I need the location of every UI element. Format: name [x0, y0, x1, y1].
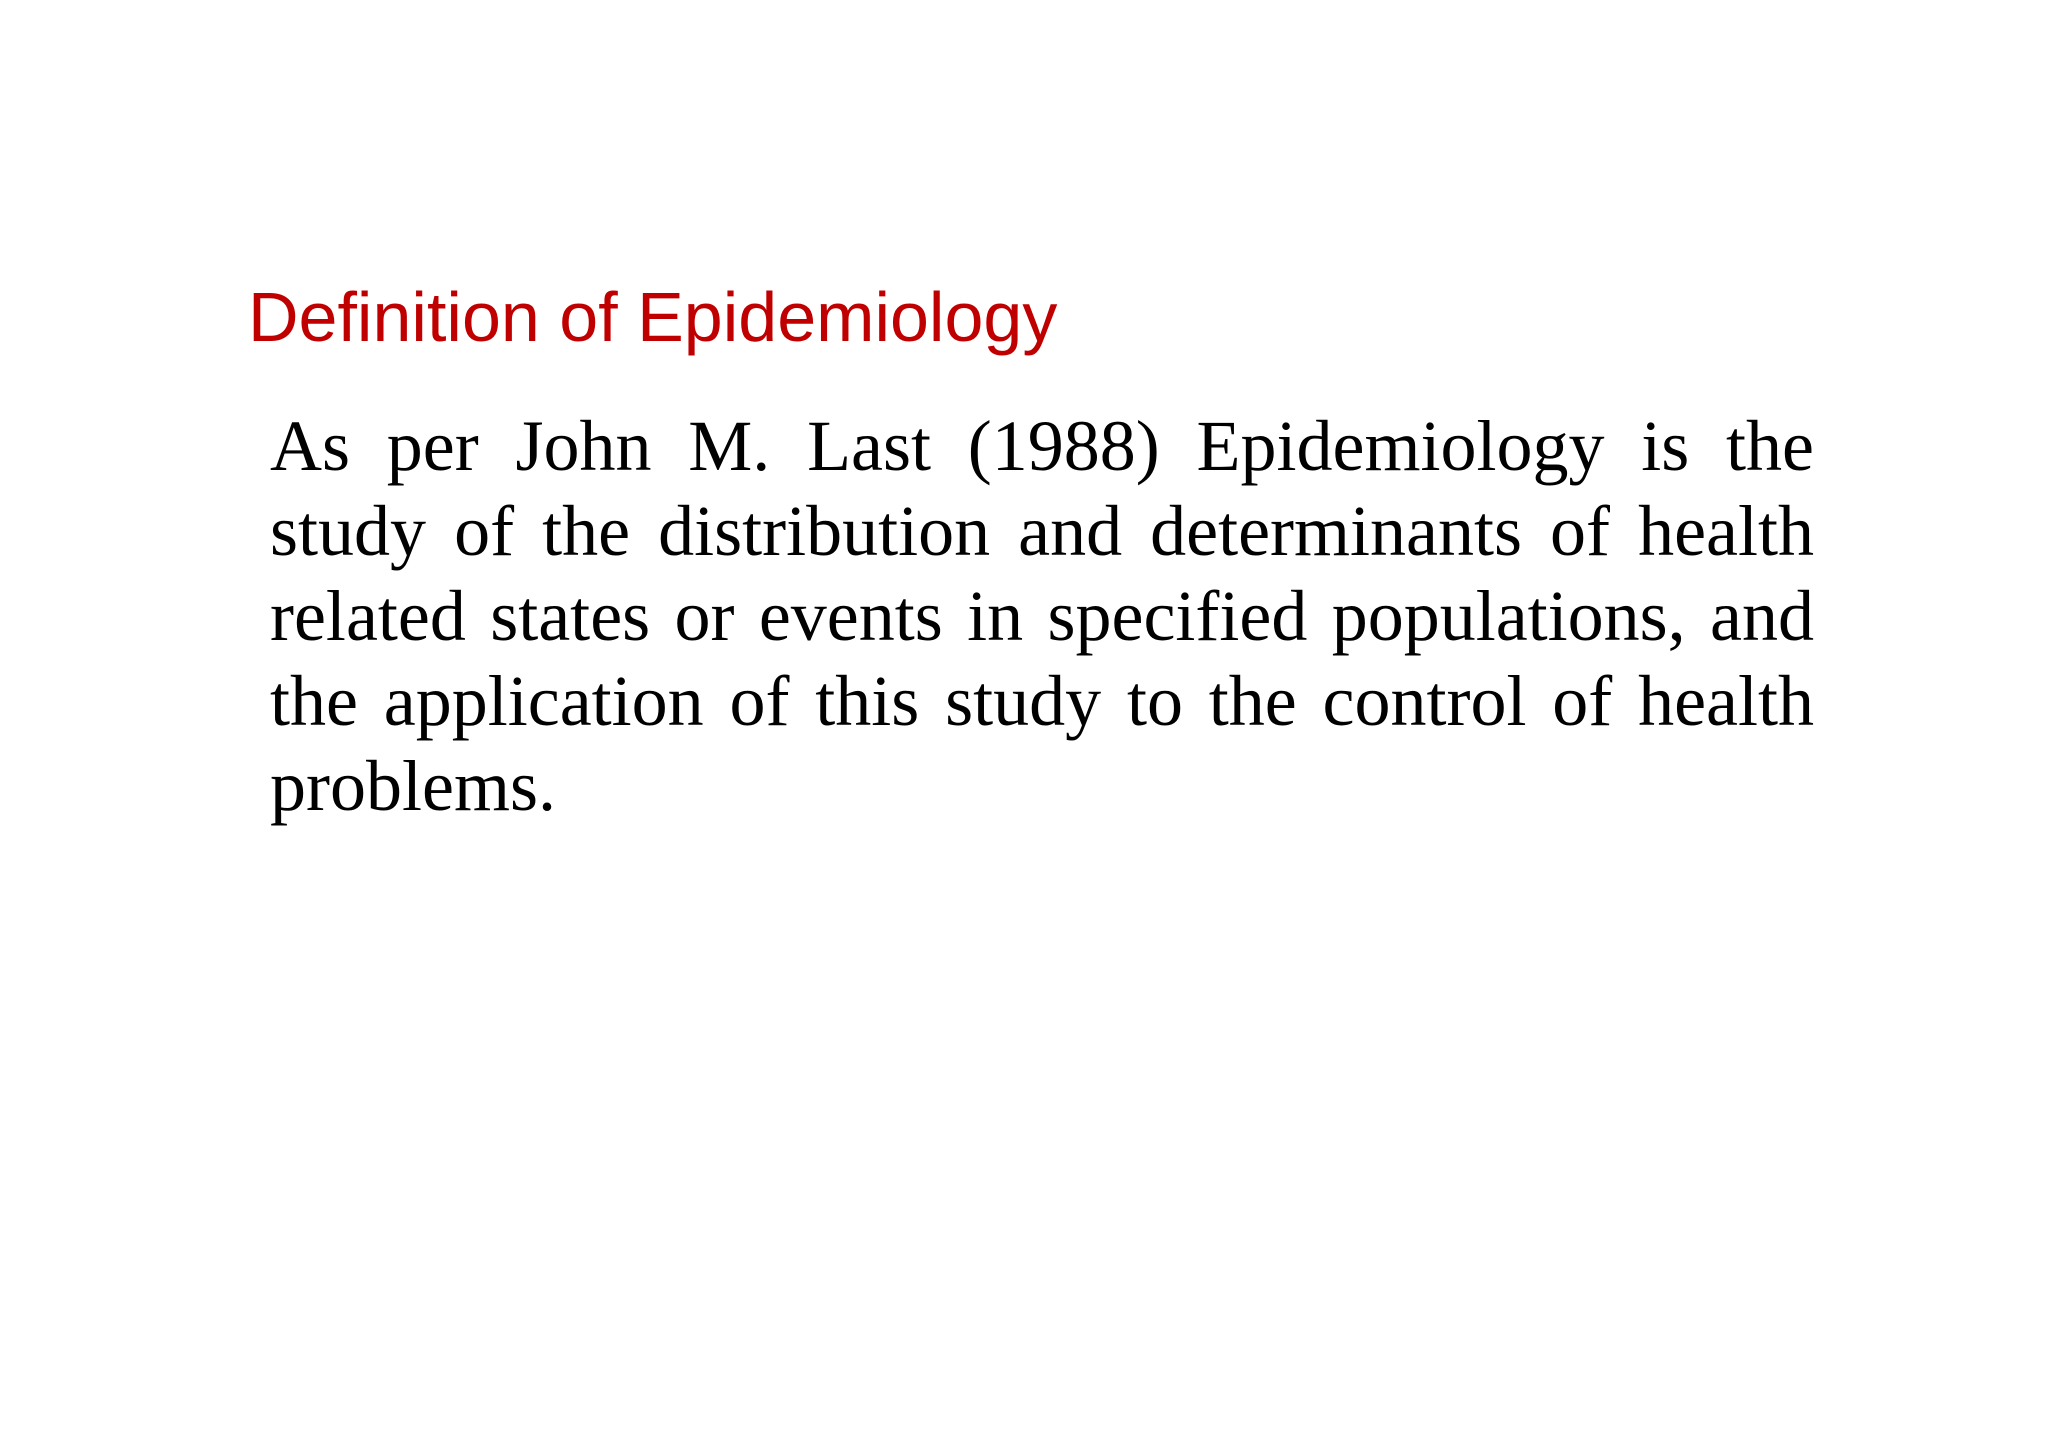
- slide-title: Definition of Epidemiology: [248, 278, 1058, 356]
- definition-paragraph: As per John M. Last (1988) Epidemiology is the study of the distribution and determinants of health related states or events in specified populations, and the application of this study to the control of health problems.: [270, 406, 1814, 826]
